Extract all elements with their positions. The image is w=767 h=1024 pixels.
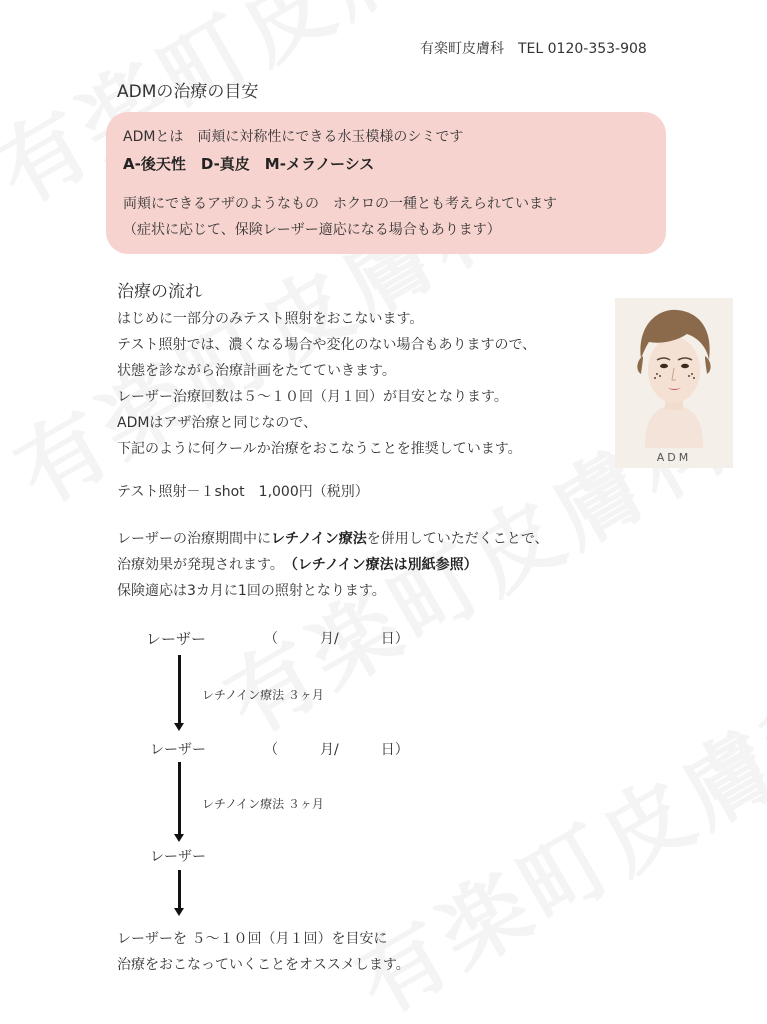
closing-line-1: レーザーを ５～１０回（月１回）を目安に bbox=[117, 931, 388, 947]
box-line-2: A-後天性 D-真皮 M-メラノーシス bbox=[123, 155, 375, 173]
flow-line: テスト照射では、濃くなる場合や変化のない場合もありますので、 bbox=[117, 337, 537, 353]
flow-step-1: レチノイン療法 ３ヶ月 bbox=[202, 688, 324, 702]
flow-arrow-1 bbox=[178, 655, 181, 725]
retinoin-line-2 bbox=[117, 552, 549, 578]
face-drawing bbox=[615, 298, 733, 448]
price-line: テスト照射－１shot 1,000円（税別） bbox=[117, 484, 369, 500]
clinic-header: 有楽町皮膚科 TEL 0120-353-908 bbox=[420, 41, 647, 57]
retinoin-paragraph bbox=[117, 526, 549, 604]
flow-step-2: レチノイン療法 ３ヶ月 bbox=[202, 797, 324, 811]
flow-laser-3: レーザー bbox=[150, 849, 206, 865]
face-illustration bbox=[615, 298, 733, 468]
flow-line: 状態を診ながら治療計画をたてていきます。 bbox=[117, 363, 396, 379]
box-line-4: （症状に応じて、保険レーザー適応になる場合もあります） bbox=[123, 222, 501, 238]
flow-laser-1: レーザー bbox=[146, 630, 207, 648]
section-title-adm: ADMの治療の目安 bbox=[117, 82, 259, 102]
section-title-flow: 治療の流れ bbox=[117, 282, 202, 302]
flow-arrow-2 bbox=[178, 762, 181, 836]
flow-line: ADMはアザ治療と同じなので、 bbox=[117, 415, 318, 431]
flow-date-1: （ 月/ 日） bbox=[264, 631, 409, 647]
image-caption: ADM bbox=[656, 451, 692, 464]
flow-line: レーザー治療回数は５～１０回（月１回）が目安となります。 bbox=[117, 389, 508, 405]
retinoin-reference: （レチノイン療法は別紙参照） bbox=[290, 557, 478, 573]
retinoin-text: レーザーの治療期間中に bbox=[117, 531, 271, 547]
retinoin-bold: レチノイン療法 bbox=[271, 531, 367, 547]
flow-line: はじめに一部分のみテスト照射をおこないます。 bbox=[117, 311, 424, 327]
closing-paragraph bbox=[117, 926, 410, 978]
flow-arrow-3 bbox=[178, 870, 181, 910]
flow-laser-2: レーザー bbox=[150, 742, 206, 758]
closing-line-2: 治療をおこなっていくことをオススメします。 bbox=[117, 957, 410, 973]
retinoin-line-3: 保険適応は3カ月に1回の照射となります。 bbox=[117, 583, 386, 599]
retinoin-text: 治療効果が発現されます。 bbox=[117, 557, 291, 573]
adm-info-box bbox=[106, 112, 666, 254]
retinoin-line-1 bbox=[117, 526, 549, 552]
flow-line: 下記のように何クールか治療をおこなうことを推奨しています。 bbox=[117, 441, 522, 457]
box-line-1: ADMとは 両頬に対称性にできる水玉模様のシミです bbox=[123, 129, 464, 145]
flow-description bbox=[117, 306, 536, 462]
retinoin-text: を併用していただくことで、 bbox=[366, 531, 549, 547]
box-line-3: 両頬にできるアザのようなもの ホクロの一種とも考えられています bbox=[123, 196, 557, 212]
flow-date-2: （ 月/ 日） bbox=[264, 742, 409, 758]
